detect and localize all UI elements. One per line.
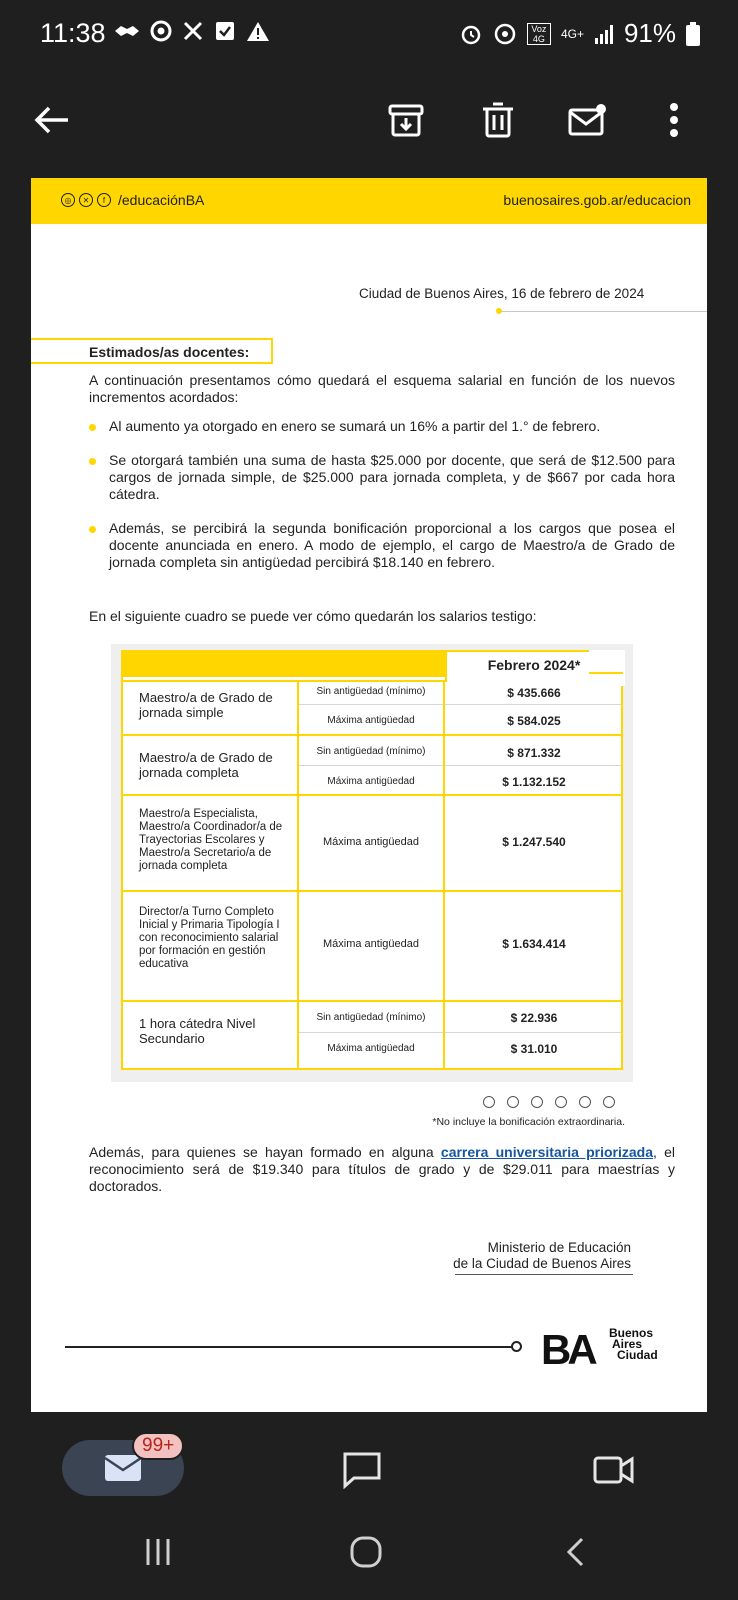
battery-icon bbox=[686, 22, 700, 46]
salary-cell: $ 22.936 bbox=[510, 1011, 558, 1025]
logo-text-1: Buenos bbox=[609, 1326, 654, 1340]
column-header-label: Febrero 2024* bbox=[487, 657, 581, 673]
x-social-icon: ✕ bbox=[79, 193, 93, 207]
salary-cell: $ 584.025 bbox=[507, 714, 561, 728]
row-divider bbox=[123, 890, 621, 892]
signal-icon bbox=[594, 23, 614, 45]
video-icon bbox=[593, 1454, 635, 1486]
seniority-cell: Máxima antigüedad bbox=[327, 776, 415, 787]
table-intro: En el siguiente cuadro se puede ver cómo quedarán los salarios testigo: bbox=[89, 608, 537, 624]
column-header bbox=[445, 652, 621, 682]
network-type-label: 4G+ bbox=[560, 26, 584, 41]
logo-text-3: Ciudad bbox=[617, 1348, 658, 1362]
social-handles bbox=[61, 192, 204, 208]
seniority-cell: Sin antigüedad (mínimo) bbox=[316, 686, 426, 697]
date-divider bbox=[499, 311, 707, 312]
seniority-cell: Sin antigüedad (mínimo) bbox=[316, 1012, 426, 1023]
mark-unread-button[interactable] bbox=[564, 96, 612, 144]
signature-line-2: de la Ciudad de Buenos Aires bbox=[453, 1256, 631, 1271]
circle-icon bbox=[555, 1096, 567, 1108]
letter-date: Ciudad de Buenos Aires, 16 de febrero de 2024 bbox=[359, 286, 645, 301]
signature-line-1: Ministerio de Educación bbox=[487, 1240, 631, 1255]
meet-tab[interactable] bbox=[592, 1448, 636, 1492]
chrome-icon bbox=[150, 20, 172, 42]
notification-icons bbox=[114, 20, 270, 42]
bullet-dot bbox=[89, 526, 96, 533]
delete-button[interactable] bbox=[474, 96, 522, 144]
salary-cell: $ 31.010 bbox=[510, 1042, 558, 1056]
warning-icon bbox=[246, 20, 270, 42]
social-handle-text: /educaciónBA bbox=[118, 192, 205, 208]
salary-cell: $ 1.634.414 bbox=[502, 937, 566, 951]
bullet-dot bbox=[89, 424, 96, 431]
seniority-cell: Máxima antigüedad bbox=[327, 1043, 415, 1054]
bullet-2: Se otorgará también una suma de hasta $25.000 por docente, que será de $12.500 para cargos de jornada simple, de $25.000 para jornada completa, y de $667 por cada hora cátedra. bbox=[109, 452, 675, 502]
intro-paragraph: A continuación presentamos cómo quedará el esquema salarial en función de los nuevos incrementos acordados: bbox=[89, 372, 675, 405]
closing-text-after: , el reconocimiento será de $19.340 para títulos de grado y de $29.011 para maestrías y doctorados. bbox=[89, 1144, 675, 1194]
seniority-cell: Máxima antigüedad bbox=[327, 715, 415, 726]
salary-cell: $ 1.132.152 bbox=[502, 775, 566, 789]
closing-text-before: Además, para quienes se hayan formado en alguna bbox=[89, 1144, 441, 1160]
row-divider bbox=[123, 794, 621, 796]
bullet-3: Además, se percibirá la segunda bonificación proporcional a los cargos que posea el docente anunciada en enero. A modo de ejemplo, el cargo de Maestro/a de Grado de jornada completa sin antigüedad percibirá $18.140 en febrero. bbox=[109, 520, 675, 570]
mail-icon bbox=[103, 1453, 143, 1483]
page-fold bbox=[589, 650, 625, 686]
checkbox-icon bbox=[214, 20, 236, 42]
circle-icon bbox=[507, 1096, 519, 1108]
table-header-band bbox=[123, 652, 445, 677]
salary-table-card bbox=[111, 644, 633, 1082]
home-button[interactable] bbox=[344, 1530, 388, 1574]
archive-button[interactable] bbox=[382, 96, 430, 144]
row-divider bbox=[123, 680, 445, 682]
chat-tab[interactable] bbox=[340, 1448, 384, 1492]
signature bbox=[453, 1240, 631, 1272]
seniority-cell: Sin antigüedad (mínimo) bbox=[316, 746, 426, 757]
ba-logo-text bbox=[609, 1328, 658, 1361]
role-cell: Director/a Turno Completo Inicial y Primaria Tipología I con reconocimiento salarial por formación en gestión educativa bbox=[139, 906, 280, 970]
bullet-dot bbox=[89, 458, 96, 465]
role-cell: Maestro/a de Grado de jornada completa bbox=[139, 750, 273, 780]
battery-percent: 91% bbox=[623, 18, 676, 48]
circle-icon bbox=[579, 1096, 591, 1108]
closing-paragraph bbox=[89, 1144, 675, 1195]
back-button[interactable] bbox=[28, 96, 76, 144]
ba-logo: BA bbox=[541, 1326, 594, 1373]
salary-table bbox=[121, 650, 623, 1070]
chat-icon bbox=[342, 1451, 382, 1489]
app-bar bbox=[0, 72, 738, 178]
priority-career-link[interactable]: carrera universitaria priorizada bbox=[440, 1144, 653, 1160]
status-bar bbox=[0, 0, 738, 72]
greeting: Estimados/as docentes: bbox=[89, 344, 250, 360]
x-icon bbox=[182, 20, 204, 42]
back-nav-button[interactable] bbox=[554, 1530, 598, 1574]
alarm-icon bbox=[459, 22, 483, 46]
instagram-icon: ◎ bbox=[61, 193, 75, 207]
hotspot-icon bbox=[493, 22, 517, 46]
row-divider bbox=[123, 1000, 621, 1002]
role-cell: Maestro/a de Grado de jornada simple bbox=[139, 690, 273, 720]
recent-apps-button[interactable] bbox=[136, 1530, 180, 1574]
table-footnote: *No incluye la bonificación extraordinaria. bbox=[432, 1116, 625, 1128]
footer-rule-end bbox=[511, 1341, 522, 1352]
circle-icon bbox=[483, 1096, 495, 1108]
circle-icon bbox=[603, 1096, 615, 1108]
handshake-icon bbox=[114, 23, 140, 39]
salary-cell: $ 871.332 bbox=[507, 746, 561, 760]
more-options-button[interactable] bbox=[650, 96, 698, 144]
salary-cell: $ 1.247.540 bbox=[502, 835, 566, 849]
footer-rule bbox=[65, 1346, 513, 1348]
unread-badge: 99+ bbox=[132, 1432, 184, 1460]
logo-text-2: Aires bbox=[612, 1337, 643, 1351]
volte-icon: Voz 4G bbox=[527, 23, 551, 45]
subrow-divider bbox=[299, 1032, 621, 1033]
bullet-1: Al aumento ya otorgado en enero se sumará un 16% a partir del 1.° de febrero. bbox=[109, 418, 601, 434]
attachment-image[interactable] bbox=[31, 178, 707, 1412]
facebook-icon: f bbox=[97, 193, 111, 207]
role-cell: 1 hora cátedra Nivel Secundario bbox=[139, 1016, 256, 1046]
decorative-circles bbox=[483, 1096, 615, 1108]
signature-underline bbox=[455, 1274, 633, 1275]
status-right bbox=[459, 18, 700, 49]
role-cell: Maestro/a Especialista, Maestro/a Coordinador/a de Trayectorias Escolares y Maestro/a Secretario/a de jornada completa bbox=[139, 808, 283, 872]
row-divider bbox=[123, 734, 621, 736]
salary-cell: $ 435.666 bbox=[507, 686, 561, 700]
subrow-divider bbox=[299, 765, 621, 766]
subrow-divider bbox=[299, 704, 621, 705]
circle-icon bbox=[531, 1096, 543, 1108]
doc-header bbox=[31, 178, 707, 224]
bottom-navigation bbox=[0, 1412, 738, 1600]
date-divider-dot bbox=[496, 308, 502, 314]
seniority-cell: Máxima antigüedad bbox=[322, 836, 419, 848]
header-url: buenosaires.gob.ar/educacion bbox=[503, 192, 691, 208]
seniority-cell: Máxima antigüedad bbox=[322, 938, 419, 950]
status-time: 11:38 bbox=[40, 18, 106, 48]
